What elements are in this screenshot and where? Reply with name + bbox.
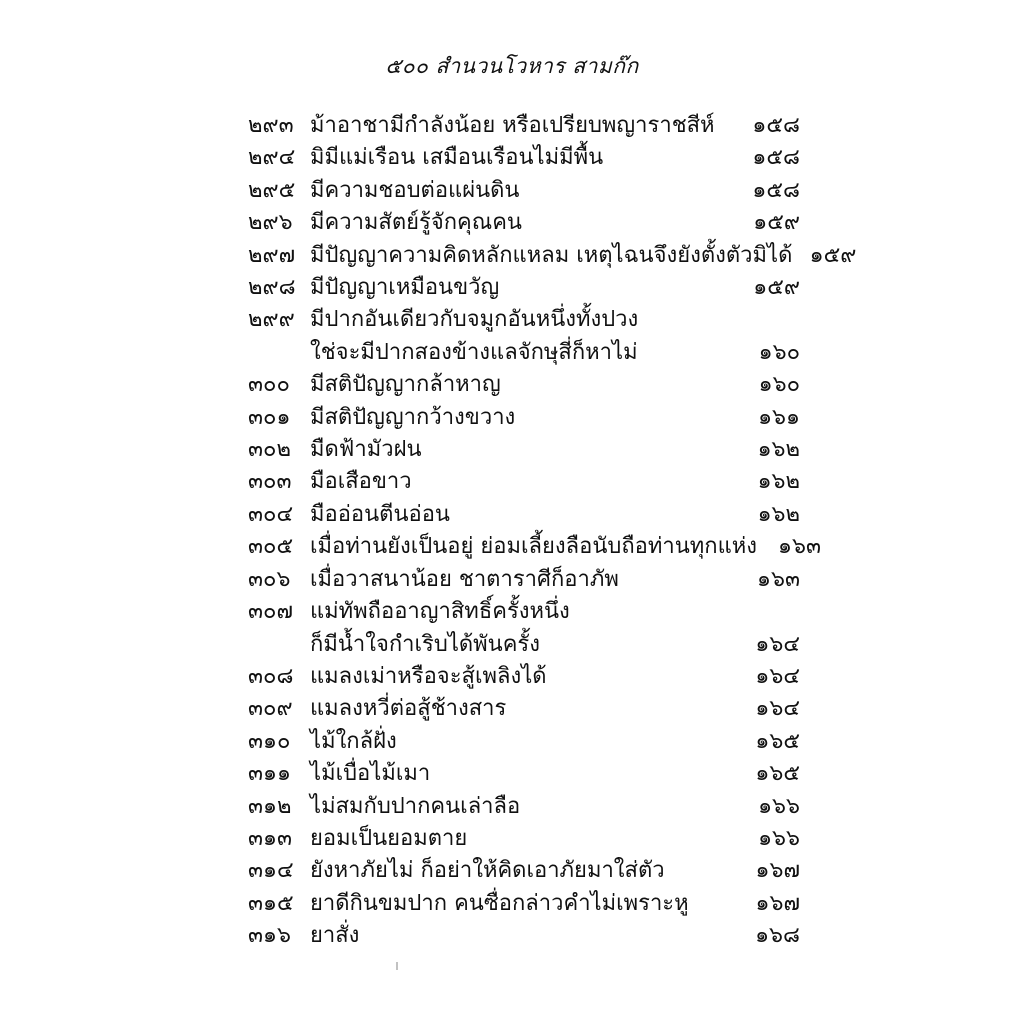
entry-number: ๓๐๗ xyxy=(248,599,294,625)
entry-title xyxy=(308,142,736,174)
entry-title xyxy=(308,726,736,758)
toc-entry xyxy=(240,888,800,920)
toc-entry xyxy=(240,758,800,790)
toc-entry xyxy=(240,434,800,466)
toc-entry xyxy=(240,240,857,272)
entry-title-line: มิมีแม่เรือน เสมือนเรือนไม่มีพื้น xyxy=(310,145,604,171)
entry-title xyxy=(308,272,736,304)
entry-page-number: ๑๖๒ xyxy=(757,501,800,527)
entry-title xyxy=(308,369,736,401)
entry-page-number: ๑๖๗ xyxy=(755,858,800,884)
entry-title xyxy=(308,402,736,434)
entry-title-line: ยาดีกินขมปาก คนซื่อกล่าวคำไม่เพราะหู xyxy=(310,890,689,916)
entry-title xyxy=(308,175,736,207)
entry-title xyxy=(308,693,736,725)
entry-number: ๓๑๔ xyxy=(248,858,294,884)
entry-number: ๓๑๕ xyxy=(248,890,294,916)
entry-title xyxy=(308,304,736,369)
entry-page-number: ๑๖๘ xyxy=(755,923,800,949)
toc-entry xyxy=(240,726,800,758)
toc-entry xyxy=(240,272,800,304)
table-of-contents xyxy=(240,110,857,953)
entry-page-number: ๑๖๐ xyxy=(758,372,800,398)
entry-title xyxy=(308,661,736,693)
toc-entry xyxy=(240,596,800,661)
entry-title xyxy=(308,531,757,563)
entry-page-number: ๑๕๙ xyxy=(809,242,857,268)
entry-title xyxy=(308,207,736,239)
entry-page-number: ๑๕๘ xyxy=(752,145,800,171)
entry-number: ๓๐๐ xyxy=(248,372,290,398)
entry-number: ๒๙๔ xyxy=(248,145,296,171)
toc-entry xyxy=(240,142,800,174)
entry-number: ๒๙๗ xyxy=(248,242,296,268)
entry-page-number: ๑๖๔ xyxy=(755,696,800,722)
entry-number: ๓๐๓ xyxy=(248,469,292,495)
entry-page-number: ๑๖๓ xyxy=(778,534,821,560)
entry-page-number: ๑๖๒ xyxy=(757,437,800,463)
entry-title-line: มีความสัตย์รู้จักคุณคน xyxy=(310,210,522,236)
entry-number: ๒๙๕ xyxy=(248,177,296,203)
toc-entry xyxy=(240,499,800,531)
entry-title-line: ใช่จะมีปากสองข้างแลจักษุสี่ก็หาไม่ xyxy=(310,339,638,365)
toc-entry xyxy=(240,791,800,823)
entry-number: ๓๐๘ xyxy=(248,663,294,689)
entry-title xyxy=(308,888,736,920)
toc-entry xyxy=(240,207,800,239)
entry-title xyxy=(308,434,736,466)
entry-page-number: ๑๕๙ xyxy=(753,275,800,301)
entry-title-line: ยังหาภัยไม่ ก็อย่าให้คิดเอาภัยมาใส่ตัว xyxy=(310,858,665,884)
entry-number: ๓๐๔ xyxy=(248,501,294,527)
paper-speck xyxy=(396,962,398,970)
entry-page-number: ๑๖๕ xyxy=(755,728,800,754)
toc-entry xyxy=(240,175,800,207)
entry-title-line: แมลงเม่าหรือจะสู้เพลิงได้ xyxy=(310,663,547,689)
toc-entry xyxy=(240,304,800,369)
entry-number: ๓๐๒ xyxy=(248,437,291,463)
toc-entry xyxy=(240,920,800,952)
entry-title-line: มีปากอันเดียวกับจมูกอันหนึ่งทั้งปวง xyxy=(310,307,639,333)
entry-title xyxy=(308,499,736,531)
entry-page-number: ๑๕๙ xyxy=(753,210,800,236)
entry-title xyxy=(308,823,736,855)
entry-number: ๓๑๐ xyxy=(248,728,291,754)
entry-page-number: ๑๕๘ xyxy=(752,113,800,138)
toc-entry xyxy=(240,823,800,855)
toc-entry xyxy=(240,564,800,596)
entry-number: ๓๑๖ xyxy=(248,923,291,949)
running-header: ๕๐๐ สำนวนโวหาร สามก๊ก xyxy=(385,54,639,78)
entry-title-line: เมื่อท่านยังเป็นอยู่ ย่อมเลี้ยงลือนับถือท่านทุกแห่ง xyxy=(310,534,757,560)
entry-page-number: ๑๖๑ xyxy=(758,404,800,430)
toc-entry xyxy=(240,369,800,401)
entry-number: ๓๐๖ xyxy=(248,566,291,592)
entry-title-line: มีปัญญาความคิดหลักแหลม เหตุไฉนจึงยังตั้งตัวมิได้ xyxy=(310,242,793,268)
entry-title xyxy=(308,791,736,823)
entry-title xyxy=(308,110,736,142)
entry-title-line: มีสติปัญญากว้างขวาง xyxy=(310,404,516,430)
entry-title xyxy=(308,240,792,272)
entry-page-number: ๑๖๗ xyxy=(755,890,800,916)
toc-entry xyxy=(240,531,821,563)
entry-number: ๓๐๙ xyxy=(248,696,293,722)
entry-number: ๒๙๖ xyxy=(248,210,293,236)
toc-entry xyxy=(240,693,800,725)
entry-page-number: ๑๖๖ xyxy=(758,825,800,851)
entry-title xyxy=(308,564,736,596)
entry-number: ๓๑๓ xyxy=(248,825,293,851)
toc-entry xyxy=(240,855,800,887)
entry-page-number: ๑๖๓ xyxy=(757,566,800,592)
toc-entry xyxy=(240,402,800,434)
entry-number: ๓๐๕ xyxy=(248,534,294,560)
toc-entry xyxy=(240,661,800,693)
entry-page-number: ๑๖๔ xyxy=(755,663,800,689)
entry-title-line: มีสติปัญญากล้าหาญ xyxy=(310,372,501,398)
entry-number: ๓๑๑ xyxy=(248,761,291,787)
entry-number: ๒๙๙ xyxy=(248,307,295,333)
entry-number: ๒๙๘ xyxy=(248,275,296,301)
entry-title-line: ยาสั่ง xyxy=(310,923,360,949)
entry-title-line: มืดฟ้ามัวฝน xyxy=(310,437,422,463)
entry-title-line: ก็มีน้ำใจกำเริบได้พันครั้ง xyxy=(310,631,540,657)
entry-title-line: ม้าอาชามีกำลังน้อย หรือเปรียบพญาราชสีห์ xyxy=(310,113,715,138)
entry-number: ๒๙๓ xyxy=(248,113,294,138)
entry-title xyxy=(308,596,736,661)
entry-page-number: ๑๕๘ xyxy=(752,177,800,203)
entry-title-line: ยอมเป็นยอมตาย xyxy=(310,825,468,851)
entry-page-number: ๑๖๕ xyxy=(755,761,800,787)
entry-title-line: ไม่สมกับปากคนเล่าลือ xyxy=(310,793,521,819)
entry-title xyxy=(308,855,736,887)
entry-title-line: เมื่อวาสนาน้อย ชาตาราศีก็อาภัพ xyxy=(310,566,619,592)
entry-title-line: ไม้ใกล้ฝั่ง xyxy=(310,728,397,754)
entry-title-line: แมลงหวี่ต่อสู้ช้างสาร xyxy=(310,696,507,722)
entry-number: ๓๑๒ xyxy=(248,793,292,819)
entry-title xyxy=(308,466,736,498)
entry-title-line: มืออ่อนตีนอ่อน xyxy=(310,501,450,527)
entry-page-number: ๑๖๔ xyxy=(755,631,800,657)
toc-entry xyxy=(240,466,800,498)
entry-page-number: ๑๖๖ xyxy=(758,793,800,819)
entry-title-line: มือเสือขาว xyxy=(310,469,412,495)
entry-title xyxy=(308,920,736,952)
entry-title xyxy=(308,758,736,790)
entry-title-line: มีปัญญาเหมือนขวัญ xyxy=(310,275,500,301)
entry-page-number: ๑๖๐ xyxy=(758,339,800,365)
entry-page-number: ๑๖๒ xyxy=(757,469,800,495)
entry-title-line: มีความชอบต่อแผ่นดิน xyxy=(310,177,520,203)
toc-entry xyxy=(240,110,800,142)
entry-title-line: ไม้เบื่อไม้เมา xyxy=(310,761,431,787)
entry-title-line: แม่ทัพถืออาญาสิทธิ์ครั้งหนึ่ง xyxy=(310,599,570,625)
entry-number: ๓๐๑ xyxy=(248,404,291,430)
